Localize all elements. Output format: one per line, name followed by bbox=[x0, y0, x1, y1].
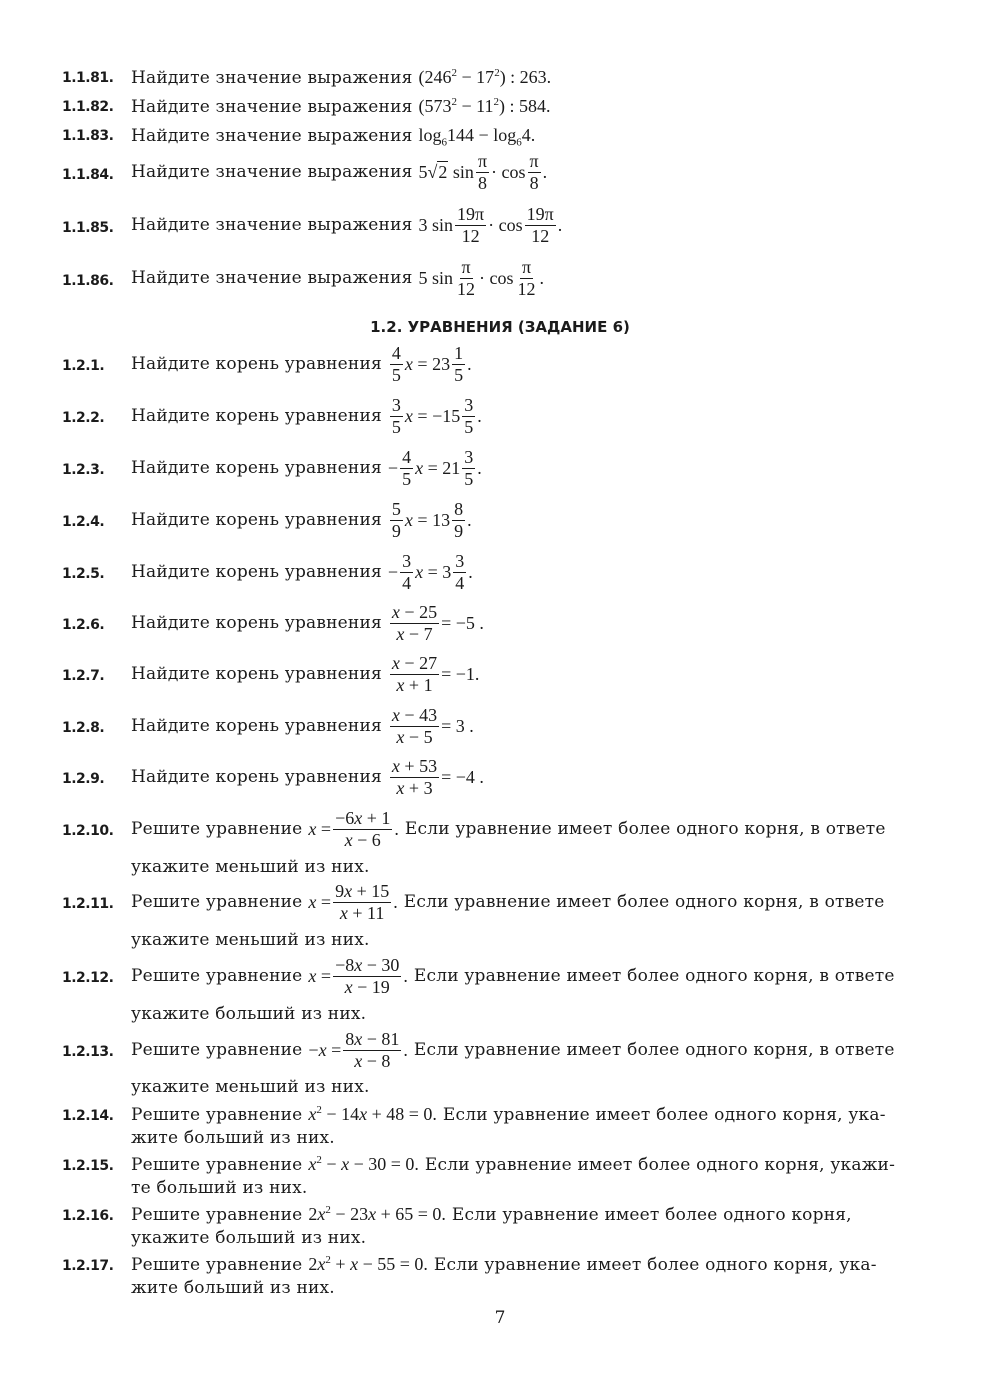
fraction: $\frac{\pi}{8}$ bbox=[477, 151, 488, 193]
problem-number: 1.2.15. bbox=[62, 1158, 114, 1174]
problem-number: 1.2.5. bbox=[62, 566, 105, 582]
fraction: $\frac{19\pi}{12}$ bbox=[526, 204, 554, 246]
problem-1-2-6: Найдите корень уравнения $\frac{x - 25}{x - 7}$ = −5 . bbox=[131, 602, 484, 644]
problem-number: 1.2.14. bbox=[62, 1108, 114, 1124]
problem-continuation: жите больший из них. bbox=[131, 1278, 335, 1298]
problem-continuation: укажите меньший из них. bbox=[131, 857, 370, 877]
problem-number: 1.2.12. bbox=[62, 970, 114, 986]
problem-1-2-2: Найдите корень уравнения $\frac{3}{5}$ x = −15 $\frac{3}{5}$ . bbox=[131, 395, 482, 437]
problem-1-1-86: Найдите значение выражения 5 sin $\frac{\pi}{12}$ · cos $\frac{\pi}{12}$ . bbox=[131, 257, 545, 299]
fraction: $\frac{\pi}{12}$ bbox=[517, 257, 536, 299]
fraction: $\frac{\pi}{12}$ bbox=[457, 257, 476, 299]
math-expression: 5√2 sin bbox=[418, 161, 474, 182]
fraction: $\frac{\pi}{8}$ bbox=[529, 151, 539, 193]
problem-number: 1.2.6. bbox=[62, 617, 105, 633]
problem-1-2-11: Решите уравнение x = $\frac{9x + 15}{x + 11}$ . Если уравнение имеет более одного корня, в ответе bbox=[131, 881, 885, 923]
math-expression: $(246^2 - 17^2)$ : 263. bbox=[418, 67, 552, 87]
problem-number: 1.2.17. bbox=[62, 1258, 114, 1274]
math-expression: $(573^2 - 11^2)$ : 584. bbox=[418, 96, 551, 116]
problem-1-1-82: Найдите значение выражения $(573^2 - 11^2)$ : 584. bbox=[131, 96, 551, 117]
problem-continuation: укажите больший из них. bbox=[131, 1228, 367, 1248]
problem-1-1-84: Найдите значение выражения 5√2 sin $\frac{\pi}{8}$ · cos $\frac{\pi}{8}$ . bbox=[131, 151, 548, 193]
problem-number: 1.2.3. bbox=[62, 462, 105, 478]
section-heading: 1.2. УРАВНЕНИЯ (ЗАДАНИЕ 6) bbox=[370, 318, 630, 336]
problem-number: 1.2.16. bbox=[62, 1208, 114, 1224]
problem-1-2-4: Найдите корень уравнения $\frac{5}{9}$ x = 13 $\frac{8}{9}$ . bbox=[131, 499, 472, 541]
problem-number: 1.2.8. bbox=[62, 720, 105, 736]
problem-1-2-15: Решите уравнение $x^2 - x - 30 = 0$. Если уравнение имеет более одного корня, укажи- bbox=[131, 1154, 896, 1175]
problem-1-2-16: Решите уравнение $2x^2 - 23x + 65 = 0$. Если уравнение имеет более одного корня, bbox=[131, 1204, 852, 1225]
problem-1-2-9: Найдите корень уравнения $\frac{x + 53}{x + 3}$ = −4 . bbox=[131, 756, 484, 798]
problem-1-2-14: Решите уравнение $x^2 - 14x + 48 = 0$. Если уравнение имеет более одного корня, ука- bbox=[131, 1104, 886, 1125]
problem-number: 1.2.13. bbox=[62, 1044, 114, 1060]
problem-continuation: укажите меньший из них. bbox=[131, 930, 370, 950]
problem-1-2-1: Найдите корень уравнения $\frac{4}{5}$ x = 23 $\frac{1}{5}$ . bbox=[131, 343, 472, 385]
problem-number: 1.1.85. bbox=[62, 220, 114, 236]
problem-1-1-81: Найдите значение выражения $(246^2 - 17^2)$ : 263. bbox=[131, 67, 552, 88]
problem-1-2-7: Найдите корень уравнения $\frac{x - 27}{x + 1}$ = −1. bbox=[131, 653, 480, 695]
problem-number: 1.1.83. bbox=[62, 128, 114, 144]
problem-1-2-10: Решите уравнение x = $\frac{-6x + 1}{x - 6}$ . Если уравнение имеет более одного корня, в ответе bbox=[131, 808, 886, 850]
problem-number: 1.1.82. bbox=[62, 99, 114, 115]
problem-number: 1.1.84. bbox=[62, 167, 114, 183]
math-expression: $\log_6144 - \log_64$. bbox=[418, 125, 536, 149]
problem-1-2-13: Решите уравнение −x = $\frac{8x - 81}{x - 8}$ . Если уравнение имеет более одного корня, в ответе bbox=[131, 1029, 895, 1071]
problem-number: 1.1.86. bbox=[62, 273, 114, 289]
problem-continuation: жите больший из них. bbox=[131, 1128, 335, 1148]
fraction: $\frac{19\pi}{12}$ bbox=[457, 204, 485, 246]
problem-1-2-12: Решите уравнение x = $\frac{-8x - 30}{x - 19}$ . Если уравнение имеет более одного корня, в ответе bbox=[131, 955, 895, 997]
problem-continuation: укажите больший из них. bbox=[131, 1004, 367, 1024]
problem-1-1-83: Найдите значение выражения $\log_6144 - \log_64$. bbox=[131, 125, 536, 149]
problem-1-2-8: Найдите корень уравнения $\frac{x - 43}{x - 5}$ = 3 . bbox=[131, 705, 474, 747]
problem-number: 1.2.10. bbox=[62, 823, 114, 839]
problem-1-2-3: Найдите корень уравнения − $\frac{4}{5}$ x = 21 $\frac{3}{5}$ . bbox=[131, 447, 482, 489]
problem-number: 1.2.1. bbox=[62, 358, 105, 374]
problem-number: 1.2.9. bbox=[62, 771, 105, 787]
problem-number: 1.2.11. bbox=[62, 896, 114, 912]
problem-number: 1.2.7. bbox=[62, 668, 105, 684]
problem-1-2-5: Найдите корень уравнения − $\frac{3}{4}$ x = 3 $\frac{3}{4}$ . bbox=[131, 551, 473, 593]
page-number: 7 bbox=[494, 1308, 506, 1328]
problem-number: 1.1.81. bbox=[62, 70, 114, 86]
problem-continuation: укажите меньший из них. bbox=[131, 1077, 370, 1097]
problem-1-1-85: Найдите значение выражения 3 sin $\frac{19\pi}{12}$ · cos $\frac{19\pi}{12}$ . bbox=[131, 204, 563, 246]
problem-continuation: те больший из них. bbox=[131, 1178, 308, 1198]
problem-number: 1.2.2. bbox=[62, 410, 105, 426]
problem-number: 1.2.4. bbox=[62, 514, 105, 530]
problem-1-2-17: Решите уравнение $2x^2 + x - 55 = 0$. Если уравнение имеет более одного корня, ука- bbox=[131, 1254, 877, 1275]
